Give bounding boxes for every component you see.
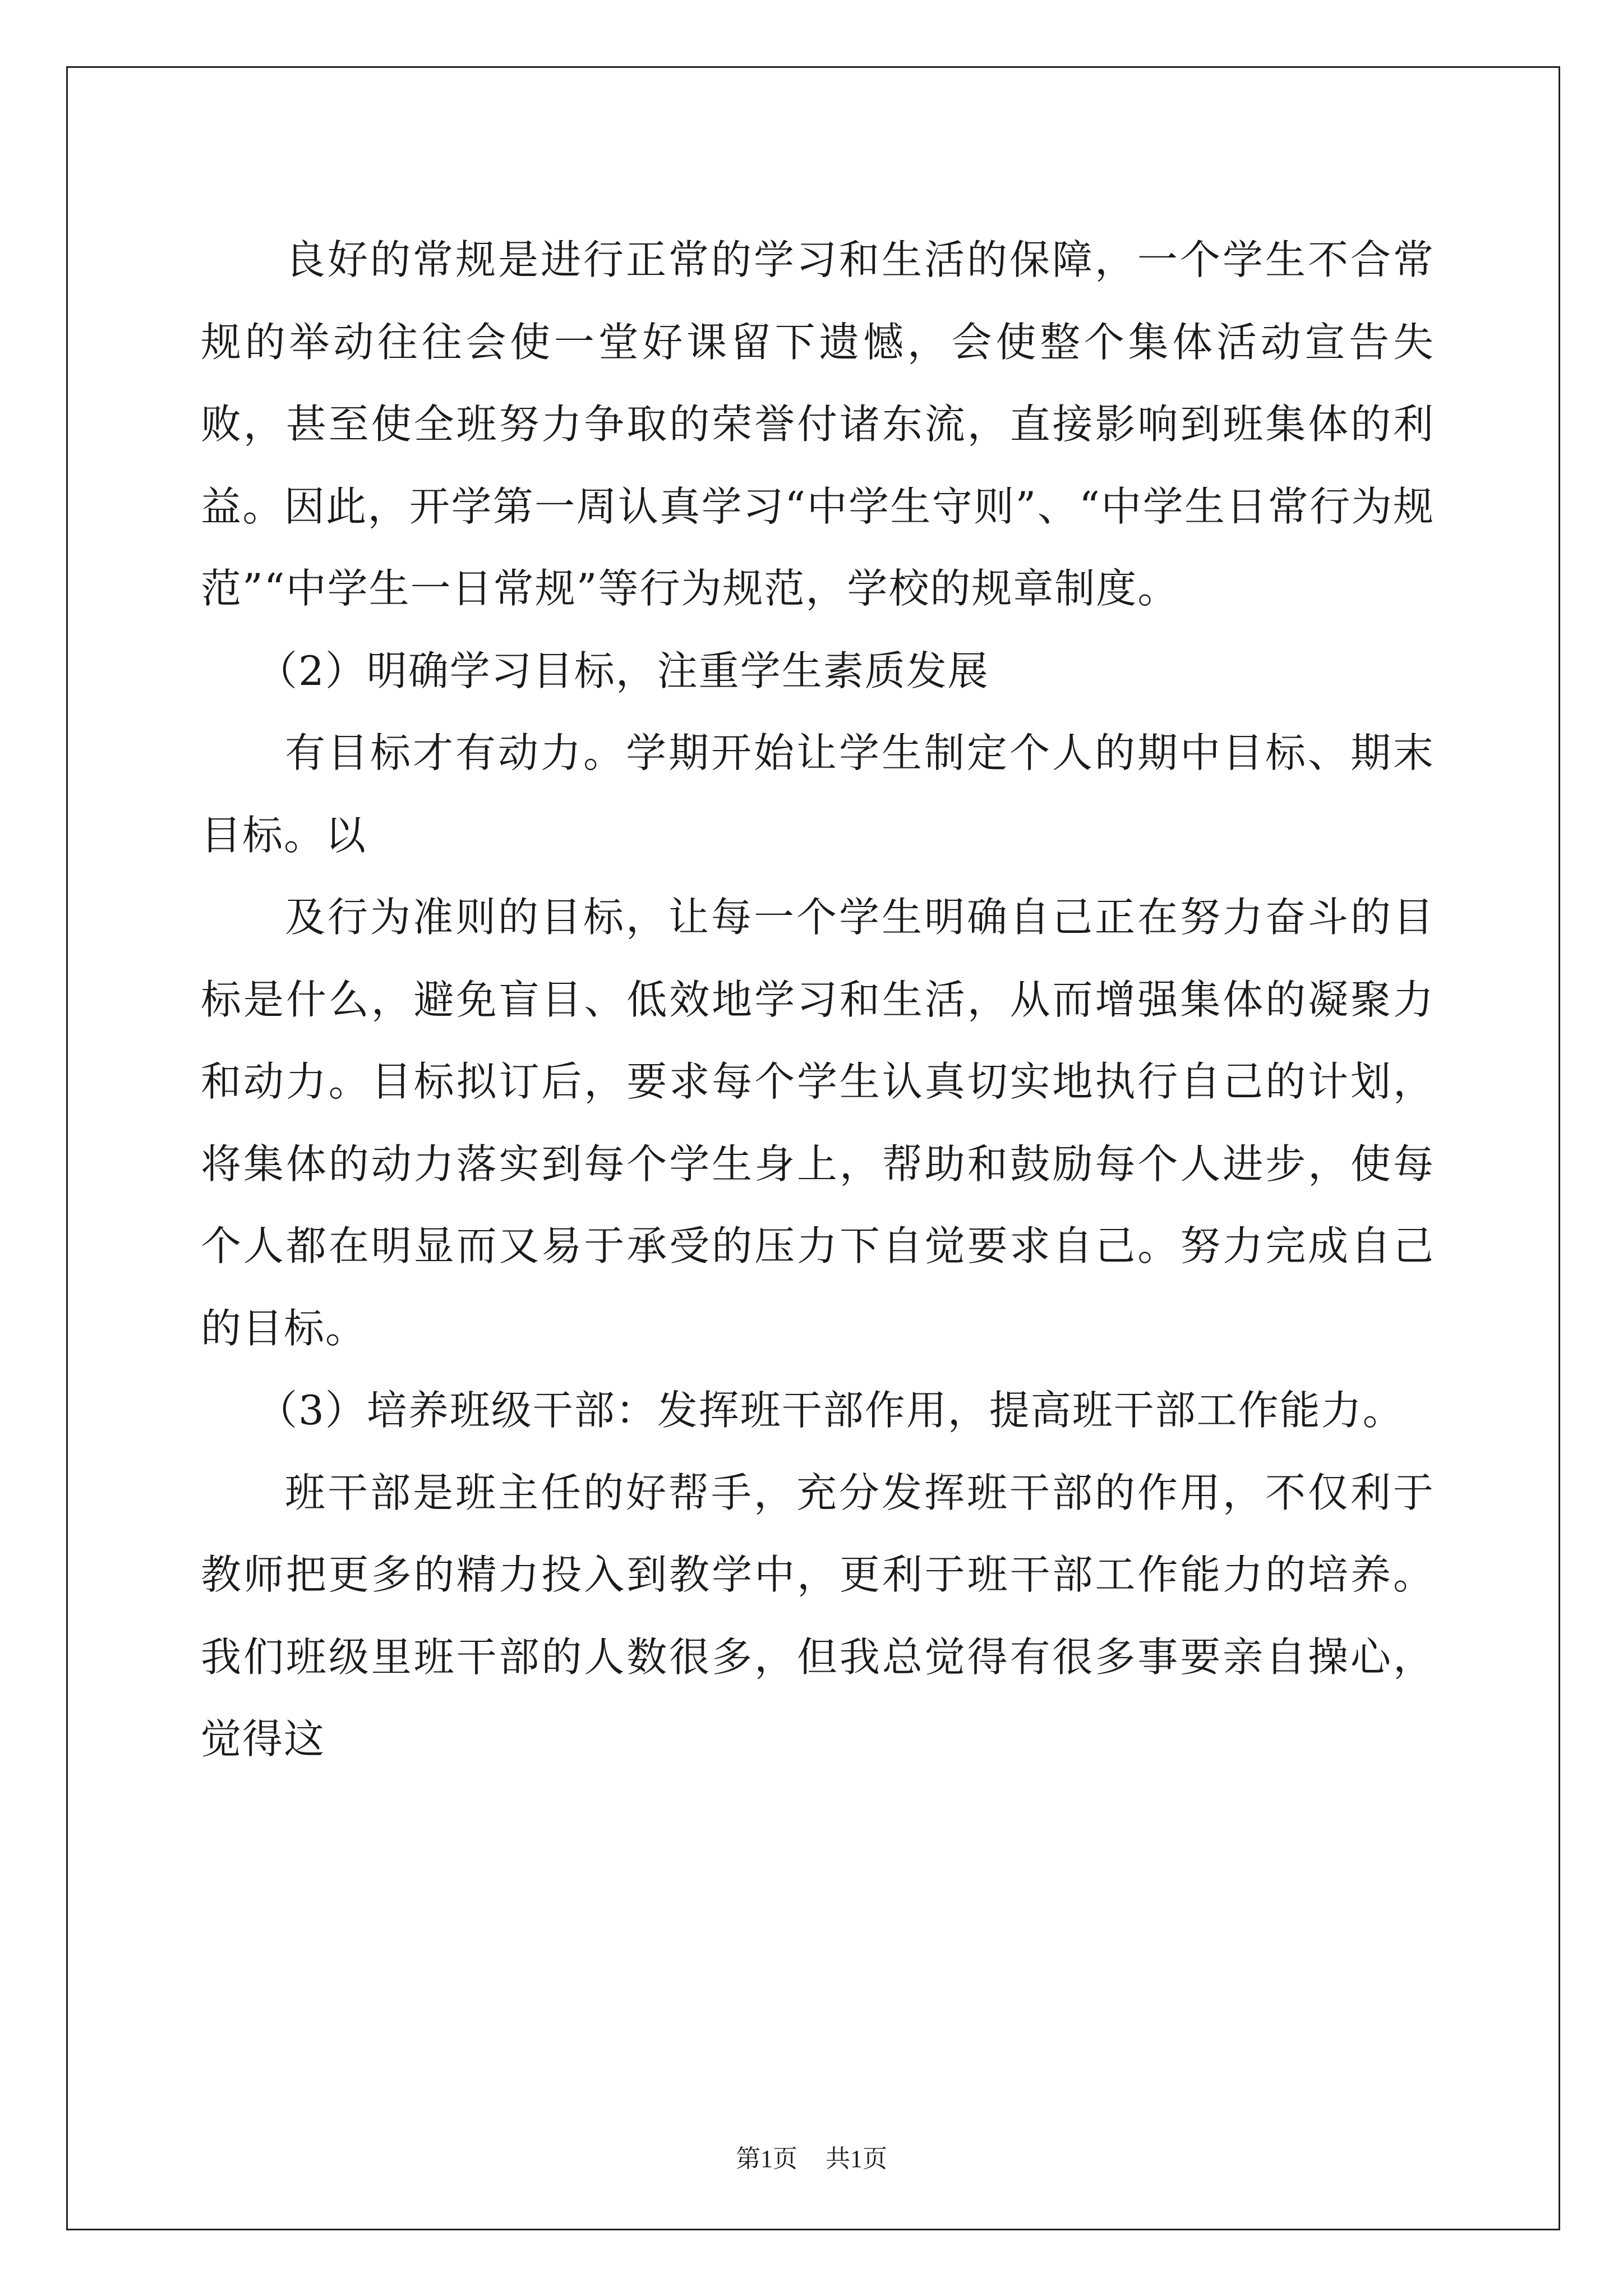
page-number-current: 第1页 bbox=[736, 2145, 797, 2173]
section-heading-class-cadres: （3）培养班级干部：发挥班干部作用，提高班干部工作能力。 bbox=[257, 1387, 1404, 1434]
paragraph-goal-motivation: 有目标才有动力。学期开始让学生制定个人的期中目标、期末目标。以 bbox=[201, 729, 1435, 859]
paragraph-goal-conduct: 及行为准则的目标，让每一个学生明确自己正在努力奋斗的目标是什么，避免盲目、低效地学习和生活，从而增强集体的凝聚力和动力。目标拟订后，要求每个学生认真切实地执行自己的计划，将集体的动力落实到每个学生身上，帮助和鼓励每个人进步，使每个人都在明显而又易于承受的压力下自觉要求自己。努力完成自己的目标。 bbox=[201, 894, 1435, 1352]
page-number-total: 共1页 bbox=[826, 2145, 887, 2173]
section-heading-learning-goals: （2）明确学习目标，注重学生素质发展 bbox=[257, 647, 989, 694]
page-footer bbox=[0, 2138, 1623, 2174]
paragraph-routine-norms: 良好的常规是进行正常的学习和生活的保障，一个学生不合常规的举动往往会使一堂好课留下遗憾，会使整个集体活动宣告失败，甚至使全班努力争取的荣誉付诸东流，直接影响到班集体的利益。因此，开学第一周认真学习“中学生守则”、“中学生日常行为规范”“中学生一日常规”等行为规范，学校的规章制度。 bbox=[201, 236, 1435, 612]
document-body bbox=[201, 219, 1435, 1780]
paragraph-class-cadres: 班干部是班主任的好帮手，充分发挥班干部的作用，不仅利于教师把更多的精力投入到教学中，更利于班干部工作能力的培养。我们班级里班干部的人数很多，但我总觉得有很多事要亲自操心，觉得这 bbox=[201, 1469, 1435, 1763]
